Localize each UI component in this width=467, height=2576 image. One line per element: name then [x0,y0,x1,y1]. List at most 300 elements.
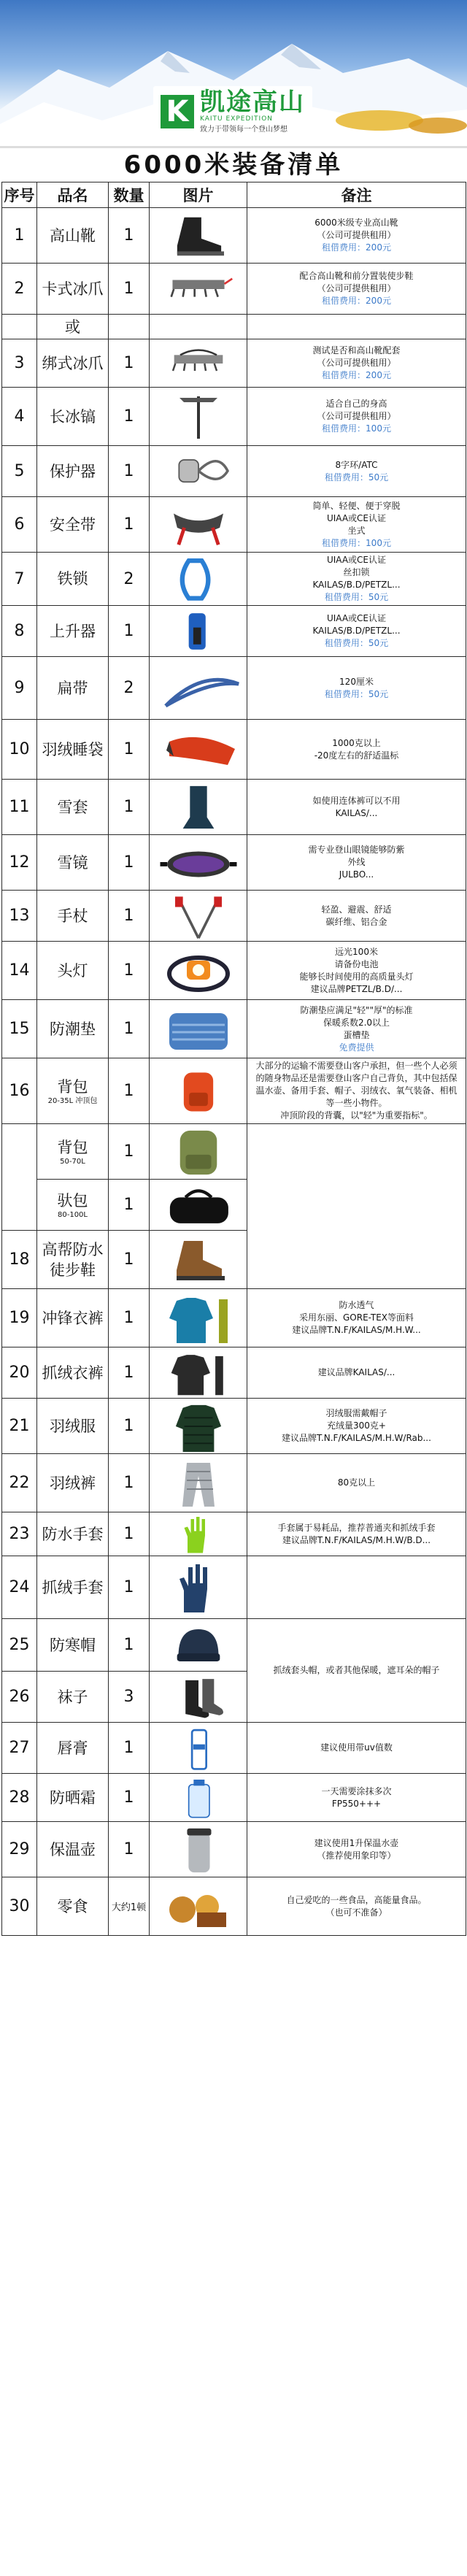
item-quantity: 2 [109,657,150,720]
remark-line: 6000米级专业高山靴 [314,218,398,228]
table-row [2,942,466,1000]
table-row [2,1822,466,1877]
item-quantity: 1 [109,1180,150,1231]
item-image [150,1231,247,1289]
item-remarks [247,1399,466,1454]
carabiner-icon [155,555,242,602]
row-number: 21 [2,1399,37,1454]
item-name: 零食 [57,1897,88,1915]
item-remarks [247,388,466,446]
item-quantity [109,315,150,339]
item-quantity: 1 [109,1454,150,1512]
remark-line: 建议使用1升保温水壶 [314,1837,399,1848]
row-number: 6 [2,497,37,553]
row-number: 12 [2,835,37,891]
item-remarks [247,657,466,720]
item-name: 背包 [57,1077,88,1096]
item-quantity: 1 [109,1058,150,1124]
remark-line: （公司可提供租用） [317,283,396,293]
row-number [2,1124,37,1231]
remark-line: 一天需要涂抹多次 [321,1785,392,1796]
table-row [2,891,466,942]
row-number: 23 [2,1512,37,1556]
item-image [150,264,247,315]
down-pants-icon [155,1457,242,1510]
item-name: 卡式冰爪 [42,280,104,298]
rental-fee: 租借费用：200元 [322,242,391,253]
header-remarks: 备注 [247,182,466,208]
fleece-icon [155,1350,242,1396]
remark-line: 8字环/ATC [335,459,378,470]
remark-line: 适合自己的身高 [325,399,387,409]
table-row [2,339,466,388]
item-quantity: 2 [109,553,150,606]
item-image [150,1399,247,1454]
remark-line: 如使用连体裤可以不用 [312,795,401,806]
item-name-cell [37,1180,109,1231]
item-name: 羽绒睡袋 [42,740,104,758]
item-name: 抓绒衣裤 [42,1364,104,1382]
rental-fee: 租借费用：200元 [322,296,391,306]
item-capacity: 50-70L [60,1157,85,1166]
item-quantity: 1 [109,720,150,780]
sling-icon [155,662,242,715]
item-remarks [247,1058,466,1124]
table-row [2,1289,466,1347]
item-remarks [247,1512,466,1556]
item-remarks [247,497,466,553]
item-name-cell [37,657,109,720]
item-quantity: 1 [109,942,150,1000]
rental-fee: 租借费用：100元 [322,423,391,434]
item-image [150,1723,247,1774]
down-jacket-icon [155,1401,242,1452]
item-remarks [247,1723,466,1774]
remark-line: 建议品牌T.N.F/KAILAS/M.H.W... [292,1325,421,1335]
row-number: 15 [2,1000,37,1058]
remark-line: 防潮垫应满足"轻""厚"的标准 [300,1004,413,1015]
item-name: 羽绒裤 [50,1474,96,1492]
item-name: 长冰镐 [50,407,96,426]
item-image [150,891,247,942]
remark-line: 碳纤维、铝合金 [325,916,387,927]
item-name: 驮包 [57,1191,88,1210]
item-name-cell [37,1000,109,1058]
remark-line: 建议使用带uv值数 [320,1742,393,1753]
table-row [2,1774,466,1822]
item-image [150,446,247,497]
ascender-icon [155,608,242,655]
item-remarks [247,1877,466,1936]
row-number: 27 [2,1723,37,1774]
row-number: 30 [2,1877,37,1936]
item-image [150,606,247,657]
table-row [2,1619,466,1672]
item-image [150,780,247,835]
item-name-cell [37,1124,109,1180]
item-remarks [247,1454,466,1512]
item-image [150,1289,247,1347]
item-name-cell [37,1822,109,1877]
item-name: 保温壶 [50,1840,96,1858]
crampon-icon [155,266,242,312]
remark-line: KAILAS/B.D/PETZL... [312,626,401,636]
remark-line: （公司可提供租用） [317,358,396,368]
gaiter-icon [155,782,242,833]
item-name: 上升器 [50,622,96,640]
item-quantity: 1 [109,1289,150,1347]
item-remarks [247,720,466,780]
item-remarks [247,264,466,315]
item-name: 羽绒服 [50,1417,96,1435]
item-quantity: 1 [109,891,150,942]
item-remarks [247,1000,466,1058]
remark-line: 测试是否和高山靴配套 [312,345,401,355]
page-title: 6000米装备清单 [0,146,467,182]
row-number: 26 [2,1672,37,1723]
table-row [2,264,466,315]
remark-line: 大部分的运输不需要登山客户承担，但一些个人必须的随身物品还是需要登山客户自己背负，其中包括保温水壶、备用手套、帽子、羽绒衣、氧气装备、相机等一些小物件。 [255,1061,458,1108]
remark-line: 防水透气 [339,1300,374,1310]
remark-line: 需专业登山眼镜能够防紫 [308,845,405,855]
item-quantity: 1 [109,1347,150,1399]
socks-icon [155,1674,242,1720]
remark-line: 建议品牌T.N.F/KAILAS/M.H.W/B.D... [282,1534,431,1545]
remark-line: 保暖系数2.0以上 [323,1017,390,1028]
item-quantity: 1 [109,339,150,388]
remark-line: FP550+++ [331,1798,382,1809]
rental-fee: 租借费用：50元 [324,592,389,602]
item-image [150,1454,247,1512]
row-number [2,315,37,339]
item-name-cell [37,1512,109,1556]
remark-line: UIAA或CE认证 [326,555,387,565]
table-row [2,657,466,720]
goggles-icon [155,837,242,888]
remark-line: 轻盈、避震、舒适 [321,904,392,915]
row-number: 28 [2,1774,37,1822]
item-image [150,1512,247,1556]
item-quantity: 1 [109,1124,150,1180]
remark-line: （也可不准备） [325,1907,387,1918]
header-quantity: 数量 [109,182,150,208]
row-number: 10 [2,720,37,780]
item-name: 保护器 [50,462,96,480]
equipment-table [1,182,466,1936]
sleeping-bag-icon [155,723,242,776]
table-row [2,1723,466,1774]
rental-fee: 免费提供 [339,1042,374,1053]
item-image [150,720,247,780]
remark-line: （公司可提供租用） [317,230,396,240]
item-image [150,1556,247,1619]
remark-line: 抓绒套头帽，或者其他保暖，遮耳朵的帽子 [273,1665,440,1675]
remark-line: 蛋槽垫 [343,1029,370,1040]
row-number: 2 [2,264,37,315]
item-name: 头灯 [57,961,88,980]
remark-line: 羽绒服需戴帽子 [325,1408,387,1418]
remark-line: 建议品牌KAILAS/... [317,1367,395,1377]
rental-fee: 租借费用：50元 [324,688,389,699]
brand-logo [153,86,312,137]
item-remarks [247,208,466,264]
item-name: 高山靴 [50,226,96,245]
item-remarks [247,942,466,1000]
item-remarks [247,606,466,657]
item-name-cell [37,835,109,891]
item-quantity: 1 [109,446,150,497]
header-number: 序号 [2,182,37,208]
remark-line: 配合高山靴和前分置装使步鞋 [299,271,414,281]
item-name: 防寒帽 [50,1636,96,1654]
item-quantity: 3 [109,1672,150,1723]
item-image [150,1672,247,1723]
table-row [2,1877,466,1936]
remark-line: 建议品牌PETZL/B.D/... [310,983,403,994]
backpack-large-icon [155,1126,242,1177]
sunscreen-icon [155,1776,242,1820]
item-name-cell [37,1347,109,1399]
row-number: 1 [2,208,37,264]
row-number: 5 [2,446,37,497]
table-header-row [2,182,466,208]
item-quantity: 1 [109,1619,150,1672]
item-name: 防晒霜 [50,1788,96,1807]
item-name: 雪套 [57,798,88,816]
item-name: 安全带 [50,515,96,534]
row-number: 29 [2,1822,37,1877]
item-quantity: 1 [109,1000,150,1058]
table-row [2,208,466,264]
table-row [2,553,466,606]
remark-line: JULBO... [339,869,374,880]
item-quantity: 1 [109,1774,150,1822]
item-remarks [247,553,466,606]
item-image [150,942,247,1000]
remark-line: KAILAS/B.D/PETZL... [312,580,401,590]
item-quantity: 1 [109,1723,150,1774]
remark-line: 120厘米 [339,676,374,687]
remark-line: 手套属于易耗品，推荐普通夹和抓绒手套 [277,1522,436,1533]
remark-line: （推荐使用象印等） [317,1850,396,1861]
item-remarks [247,835,466,891]
remark-line: UIAA或CE认证 [326,613,387,623]
row-number: 7 [2,553,37,606]
item-image [150,1000,247,1058]
item-name: 或 [65,318,80,336]
ice-axe-icon [155,391,242,443]
item-remarks [247,1124,466,1289]
harness-icon [155,499,242,550]
table-row [2,1124,466,1180]
item-name-cell [37,553,109,606]
item-name-cell [37,339,109,388]
beanie-icon [155,1621,242,1669]
item-name-cell [37,1672,109,1723]
item-remarks [247,891,466,942]
item-name: 唇膏 [57,1739,88,1757]
item-image [150,1180,247,1231]
row-number: 25 [2,1619,37,1672]
brand-slogan: 致力于带领每一个登山梦想 [200,126,287,134]
table-row [2,315,466,339]
item-image [150,208,247,264]
item-quantity: 大约1顿 [109,1877,150,1936]
item-image [150,497,247,553]
item-remarks [247,1556,466,1619]
row-number: 16 [2,1058,37,1124]
strap-crampon-icon [155,342,242,385]
item-name: 绑式冰爪 [42,354,104,372]
item-remarks [247,446,466,497]
remark-line: 冲顶阶段的背囊，以"轻"为重要指标"。 [280,1110,433,1120]
item-quantity: 1 [109,208,150,264]
item-remarks [247,339,466,388]
item-name-cell [37,1454,109,1512]
item-remarks [247,1347,466,1399]
duffel-bag-icon [155,1182,242,1229]
item-name: 扁带 [57,679,88,697]
row-number: 20 [2,1347,37,1399]
brand-logo-mark: K [161,95,194,128]
item-quantity: 1 [109,606,150,657]
remark-line: 1000克以上 [332,737,381,748]
item-name-cell [37,1877,109,1936]
item-image [150,315,247,339]
table-row [2,1454,466,1512]
item-image [150,1124,247,1180]
remark-line: 建议品牌T.N.F/KAILAS/M.H.W/Rab... [282,1433,431,1443]
header-item-name: 品名 [37,182,109,208]
item-name-cell [37,1619,109,1672]
item-name-cell [37,1723,109,1774]
item-image [150,1347,247,1399]
item-image [150,835,247,891]
table-row [2,1058,466,1124]
remark-line: KAILAS/... [335,807,378,818]
remark-line: 请备份电池 [334,958,379,969]
row-number: 24 [2,1556,37,1619]
remark-line: 远光100米 [335,946,378,957]
item-remarks [247,1822,466,1877]
item-name-cell [37,720,109,780]
remark-line: 充绒量300克+ [327,1420,386,1431]
item-name-cell [37,446,109,497]
headlamp-icon [155,945,242,997]
item-quantity: 1 [109,1399,150,1454]
table-row [2,780,466,835]
item-remarks [247,1619,466,1723]
table-row [2,1000,466,1058]
row-number: 3 [2,339,37,388]
item-name-cell [37,1289,109,1347]
remark-line: 丝扣锁 [343,567,370,577]
item-name-cell [37,1058,109,1124]
remark-line: 自己爱吃的一些食品，高能量食品。 [286,1894,427,1905]
fleece-glove-icon [155,1561,242,1614]
remark-line: 80克以上 [337,1477,376,1488]
row-number: 19 [2,1289,37,1347]
row-number: 18 [2,1231,37,1289]
item-image [150,553,247,606]
row-number: 8 [2,606,37,657]
rental-fee: 租借费用：50元 [324,638,389,648]
item-name-cell [37,891,109,942]
item-name-cell [37,497,109,553]
item-image [150,339,247,388]
item-name-cell [37,780,109,835]
item-capacity: 80-100L [58,1210,88,1219]
item-name-cell [37,315,109,339]
item-quantity: 1 [109,1556,150,1619]
item-name: 抓绒手套 [42,1578,104,1596]
item-quantity: 1 [109,835,150,891]
item-name: 防水手套 [42,1525,104,1543]
row-number: 4 [2,388,37,446]
remark-line: 简单、轻便、便于穿脱 [312,500,401,511]
item-remarks [247,1774,466,1822]
table-row [2,388,466,446]
boot-icon [155,210,242,261]
rental-fee: 租借费用：50元 [324,472,389,482]
table-row [2,835,466,891]
item-quantity: 1 [109,264,150,315]
table-row [2,497,466,553]
item-name-cell [37,1556,109,1619]
item-name: 铁锁 [57,570,88,588]
trekking-pole-icon [155,893,242,939]
remark-line: （公司可提供租用） [317,411,396,421]
snacks-icon [155,1880,242,1933]
sleeping-pad-icon [155,1003,242,1056]
table-row [2,720,466,780]
item-quantity: 1 [109,780,150,835]
row-number: 13 [2,891,37,942]
thermos-icon [155,1824,242,1875]
item-name: 防潮垫 [50,1020,96,1038]
item-image [150,1774,247,1822]
table-row [2,606,466,657]
item-name: 雪镜 [57,853,88,872]
hiking-boot-icon [155,1234,242,1286]
item-name-cell [37,1231,109,1289]
remark-line: 坐式 [347,525,366,536]
remark-line: 外线 [347,857,366,867]
item-remarks [247,1289,466,1347]
item-image [150,657,247,720]
remark-line: 采用东丽、GORE-TEX等面料 [298,1312,414,1323]
row-number: 11 [2,780,37,835]
lip-balm-icon [155,1725,242,1772]
item-name: 手杖 [57,907,88,925]
rental-fee: 租借费用：100元 [322,537,391,548]
table-row [2,1347,466,1399]
item-quantity: 1 [109,1822,150,1877]
table-row [2,1399,466,1454]
remark-line: -20度左右的舒适温标 [314,750,399,761]
item-image [150,1822,247,1877]
header-banner [0,0,467,146]
rental-fee: 租借费用：200元 [322,370,391,380]
row-number: 22 [2,1454,37,1512]
item-name: 冲锋衣裤 [42,1309,104,1327]
item-name-cell [37,264,109,315]
brand-subtitle: KAITU EXPEDITION [200,115,274,123]
item-quantity: 1 [109,1231,150,1289]
shell-jacket-icon [155,1292,242,1345]
item-image [150,1619,247,1672]
item-name-cell [37,942,109,1000]
